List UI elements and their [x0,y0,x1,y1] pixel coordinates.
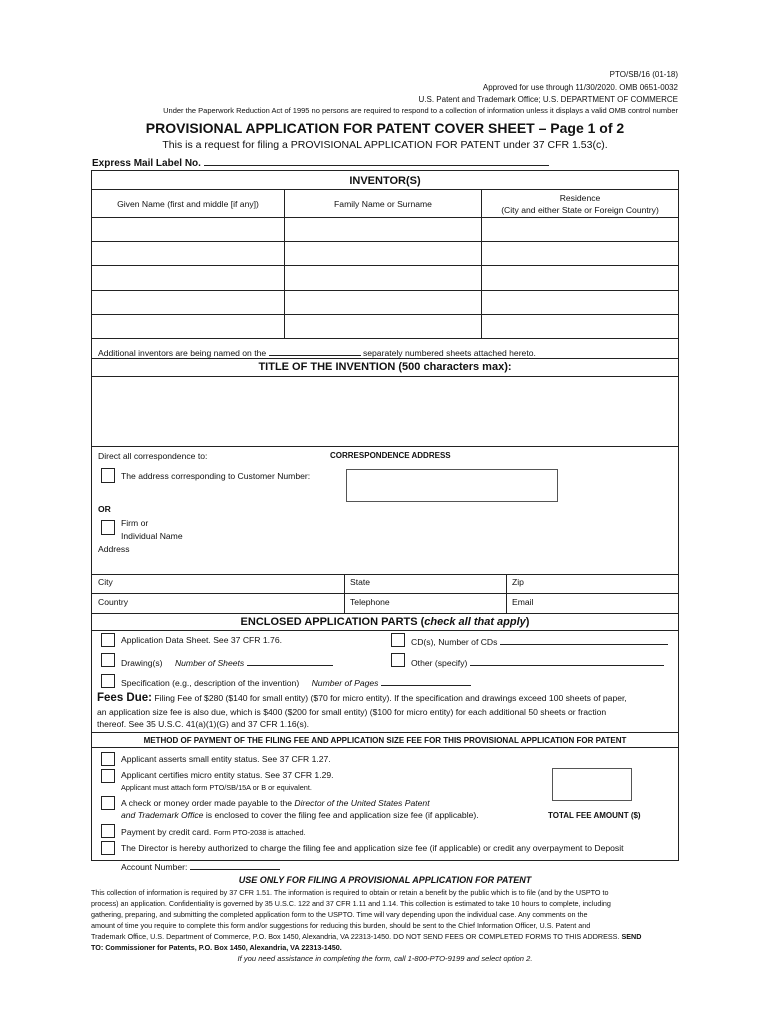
fees-line-3: thereof. See 35 U.S.C. 41(a)(1)(G) and 37 CFR 1.16(s). [97,719,310,729]
additional-inventors-before: Additional inventors are being named on the [98,348,267,358]
other-checkbox[interactable] [391,653,405,667]
col-residence: Residence [559,193,601,203]
enclosed-parts-heading [92,616,678,628]
other-specify-input[interactable] [470,656,664,666]
small-entity-label: Applicant asserts small entity status. See 37 CFR 1.27. [121,754,331,764]
director-authorization: The Director is hereby authorized to charge the filing fee and application size fee (if applicable) or credit any overpayment to Deposit [121,843,624,853]
cds-row [411,635,668,647]
firm-checkbox[interactable] [101,520,115,535]
burden-line-5 [91,931,681,942]
customer-number-checkbox[interactable] [101,468,115,483]
col-residence-detail: (City and either State or Foreign Country) [501,205,659,215]
burden-line-2: process) an application. Confidentiality is governed by 35 U.S.C. 122 and 37 CFR 1.11 and 1.14. This collection is estimated to take 10 hours to complete, including [91,899,611,908]
col-family-name: Family Name or Surname [334,199,432,209]
drawings-label: Drawing(s) [121,658,163,668]
check-payment-line-1 [121,798,430,808]
fees-line-1: Filing Fee of $280 ($140 for small entity) ($70 for micro entity). If the specification and drawings exceed 100 sheets of paper, [154,693,627,703]
specification-label: Specification (e.g., description of the invention) [121,678,300,688]
fees-line-2: an application size fee is also due, which is $400 ($200 for small entity) ($100 for micro entity) for each additional 50 sheets or fraction [97,707,607,717]
other-label: Other (specify) [411,658,468,668]
state-label: State [350,577,371,587]
credit-card-label: Payment by credit card. [121,827,212,837]
customer-number-input[interactable] [346,469,558,502]
number-of-pages-label: Number of Pages [311,678,379,688]
burden-line-5a: Trademark Office, U.S. Department of Commerce, P.O. Box 1450, Alexandria, VA 22313-1450. DO NOT SEND FEES OR COMPLETED FORMS TO THIS ADDRESS. [91,932,620,941]
check-payment-text-1: A check or money order made payable to the [121,798,295,808]
fees-due-label: Fees Due: [97,692,152,704]
individual-name-label: Individual Name [121,531,183,541]
express-mail-label: Express Mail Label No. [92,158,201,169]
address-label: Address [98,544,130,554]
or-label: OR [98,504,111,514]
paperwork-text: Under the Paperwork Reduction Act of 1995 no persons are required to respond to a collection of information unless it displays a valid OMB control number [163,106,678,115]
ads-checkbox[interactable] [101,633,115,647]
drawings-checkbox[interactable] [101,653,115,667]
inventors-heading: INVENTOR(S) [349,175,421,187]
customer-number-label: The address corresponding to Customer Number: [121,471,311,481]
enclosed-heading-close: ) [525,616,530,628]
inventor-1-residence-input[interactable] [483,218,677,240]
burden-line-4: amount of time you require to complete this form and/or suggestions for reducing this burden, should be sent to the Chief Information Officer, U.S. Patent and [91,921,591,930]
total-fee-input[interactable] [552,768,632,801]
invention-title-input[interactable] [93,378,677,444]
burden-statement [91,887,681,953]
form-id: PTO/SB/16 (01-18) [609,70,678,79]
check-payment-director: Director of the United States Patent [294,798,430,808]
assistance-line: If you need assistance in completing the form, call 1-800-PTO-9199 and select option 2. [237,954,533,963]
credit-card-checkbox[interactable] [101,824,115,838]
express-mail-row [92,156,549,169]
invention-title-heading: TITLE OF THE INVENTION (500 characters max): [258,361,512,373]
burden-line-5b: SEND [619,932,642,941]
enclosed-heading-italic: check all that apply [424,616,526,628]
additional-sheets-input[interactable] [269,346,361,356]
account-number-input[interactable] [190,860,280,870]
email-label: Email [512,597,534,607]
firm-label: Firm or [121,518,149,528]
use-only-notice: USE ONLY FOR FILING A PROVISIONAL APPLICATION FOR PATENT [238,875,532,885]
credit-card-note: Form PTO-2038 is attached. [213,828,306,837]
enclosed-heading-plain: ENCLOSED APPLICATION PARTS ( [240,616,425,628]
micro-entity-note: Applicant must attach form PTO/SB/15A or B or equivalent. [121,783,312,792]
additional-inventors-after: separately numbered sheets attached hereto. [362,348,536,358]
burden-line-1: This collection of information is required by 37 CFR 1.51. The information is required to obtain or retain a benefit by the public which is to file (and by the USPTO to [91,888,609,897]
payment-method-heading: METHOD OF PAYMENT OF THE FILING FEE AND APPLICATION SIZE FEE FOR THIS PROVISIONAL APPLICATION FOR PATENT [143,736,627,745]
specification-row [121,676,471,688]
account-number-label: Account Number: [121,862,188,872]
micro-entity-label: Applicant certifies micro entity status. See 37 CFR 1.29. [121,770,334,780]
inventor-1-family-input[interactable] [286,218,480,240]
correspondence-address-heading: CORRESPONDENCE ADDRESS [330,451,451,460]
burden-line-6: TO: Commissioner for Patents, P.O. Box 1450, Alexandria, VA 22313-1450. [91,943,342,952]
total-fee-label: TOTAL FEE AMOUNT ($) [548,811,641,820]
micro-entity-checkbox[interactable] [101,769,115,783]
country-label: Country [98,597,129,607]
direct-correspondence-label: Direct all correspondence to: [98,451,208,461]
additional-inventors [98,346,536,358]
specification-checkbox[interactable] [101,674,115,688]
deposit-account-checkbox[interactable] [101,841,115,855]
cds-checkbox[interactable] [391,633,405,647]
check-payment-line-2 [121,810,479,820]
form-title: PROVISIONAL APPLICATION FOR PATENT COVER SHEET – Page 1 of 2 [145,120,625,136]
inventor-1-given-input[interactable] [93,218,283,240]
fees-due [97,692,677,704]
ads-label: Application Data Sheet. See 37 CFR 1.76. [121,635,282,645]
col-given-name: Given Name (first and middle [if any]) [117,199,259,209]
check-payment-checkbox[interactable] [101,796,115,810]
small-entity-checkbox[interactable] [101,752,115,766]
express-mail-input[interactable] [204,156,549,166]
credit-card-row [121,827,306,837]
check-payment-text-2: is enclosed to cover the filing fee and application size fee (if applicable). [203,810,479,820]
drawings-row [121,656,333,668]
check-payment-office: and Trademark Office [121,810,204,820]
form-subtitle: This is a request for filing a PROVISIONAL APPLICATION FOR PATENT under 37 CFR 1.53(c). [162,139,608,151]
number-of-pages-input[interactable] [381,676,471,686]
city-label: City [98,577,113,587]
number-of-sheets-label: Number of Sheets [174,658,245,668]
account-number-row [121,860,280,872]
cds-number-input[interactable] [500,635,668,645]
burden-line-3: gathering, preparing, and submitting the completed application form to the USPTO. Time will vary depending upon the individual case. Any comments on the [91,910,588,919]
other-row [411,656,664,668]
office-text: U.S. Patent and Trademark Office; U.S. DEPARTMENT OF COMMERCE [418,95,678,104]
telephone-label: Telephone [350,597,390,607]
cds-label: CD(s), Number of CDs [411,637,498,647]
approval-text: Approved for use through 11/30/2020. OMB 0651-0032 [482,83,678,92]
number-of-sheets-input[interactable] [247,656,333,666]
zip-label: Zip [512,577,524,587]
